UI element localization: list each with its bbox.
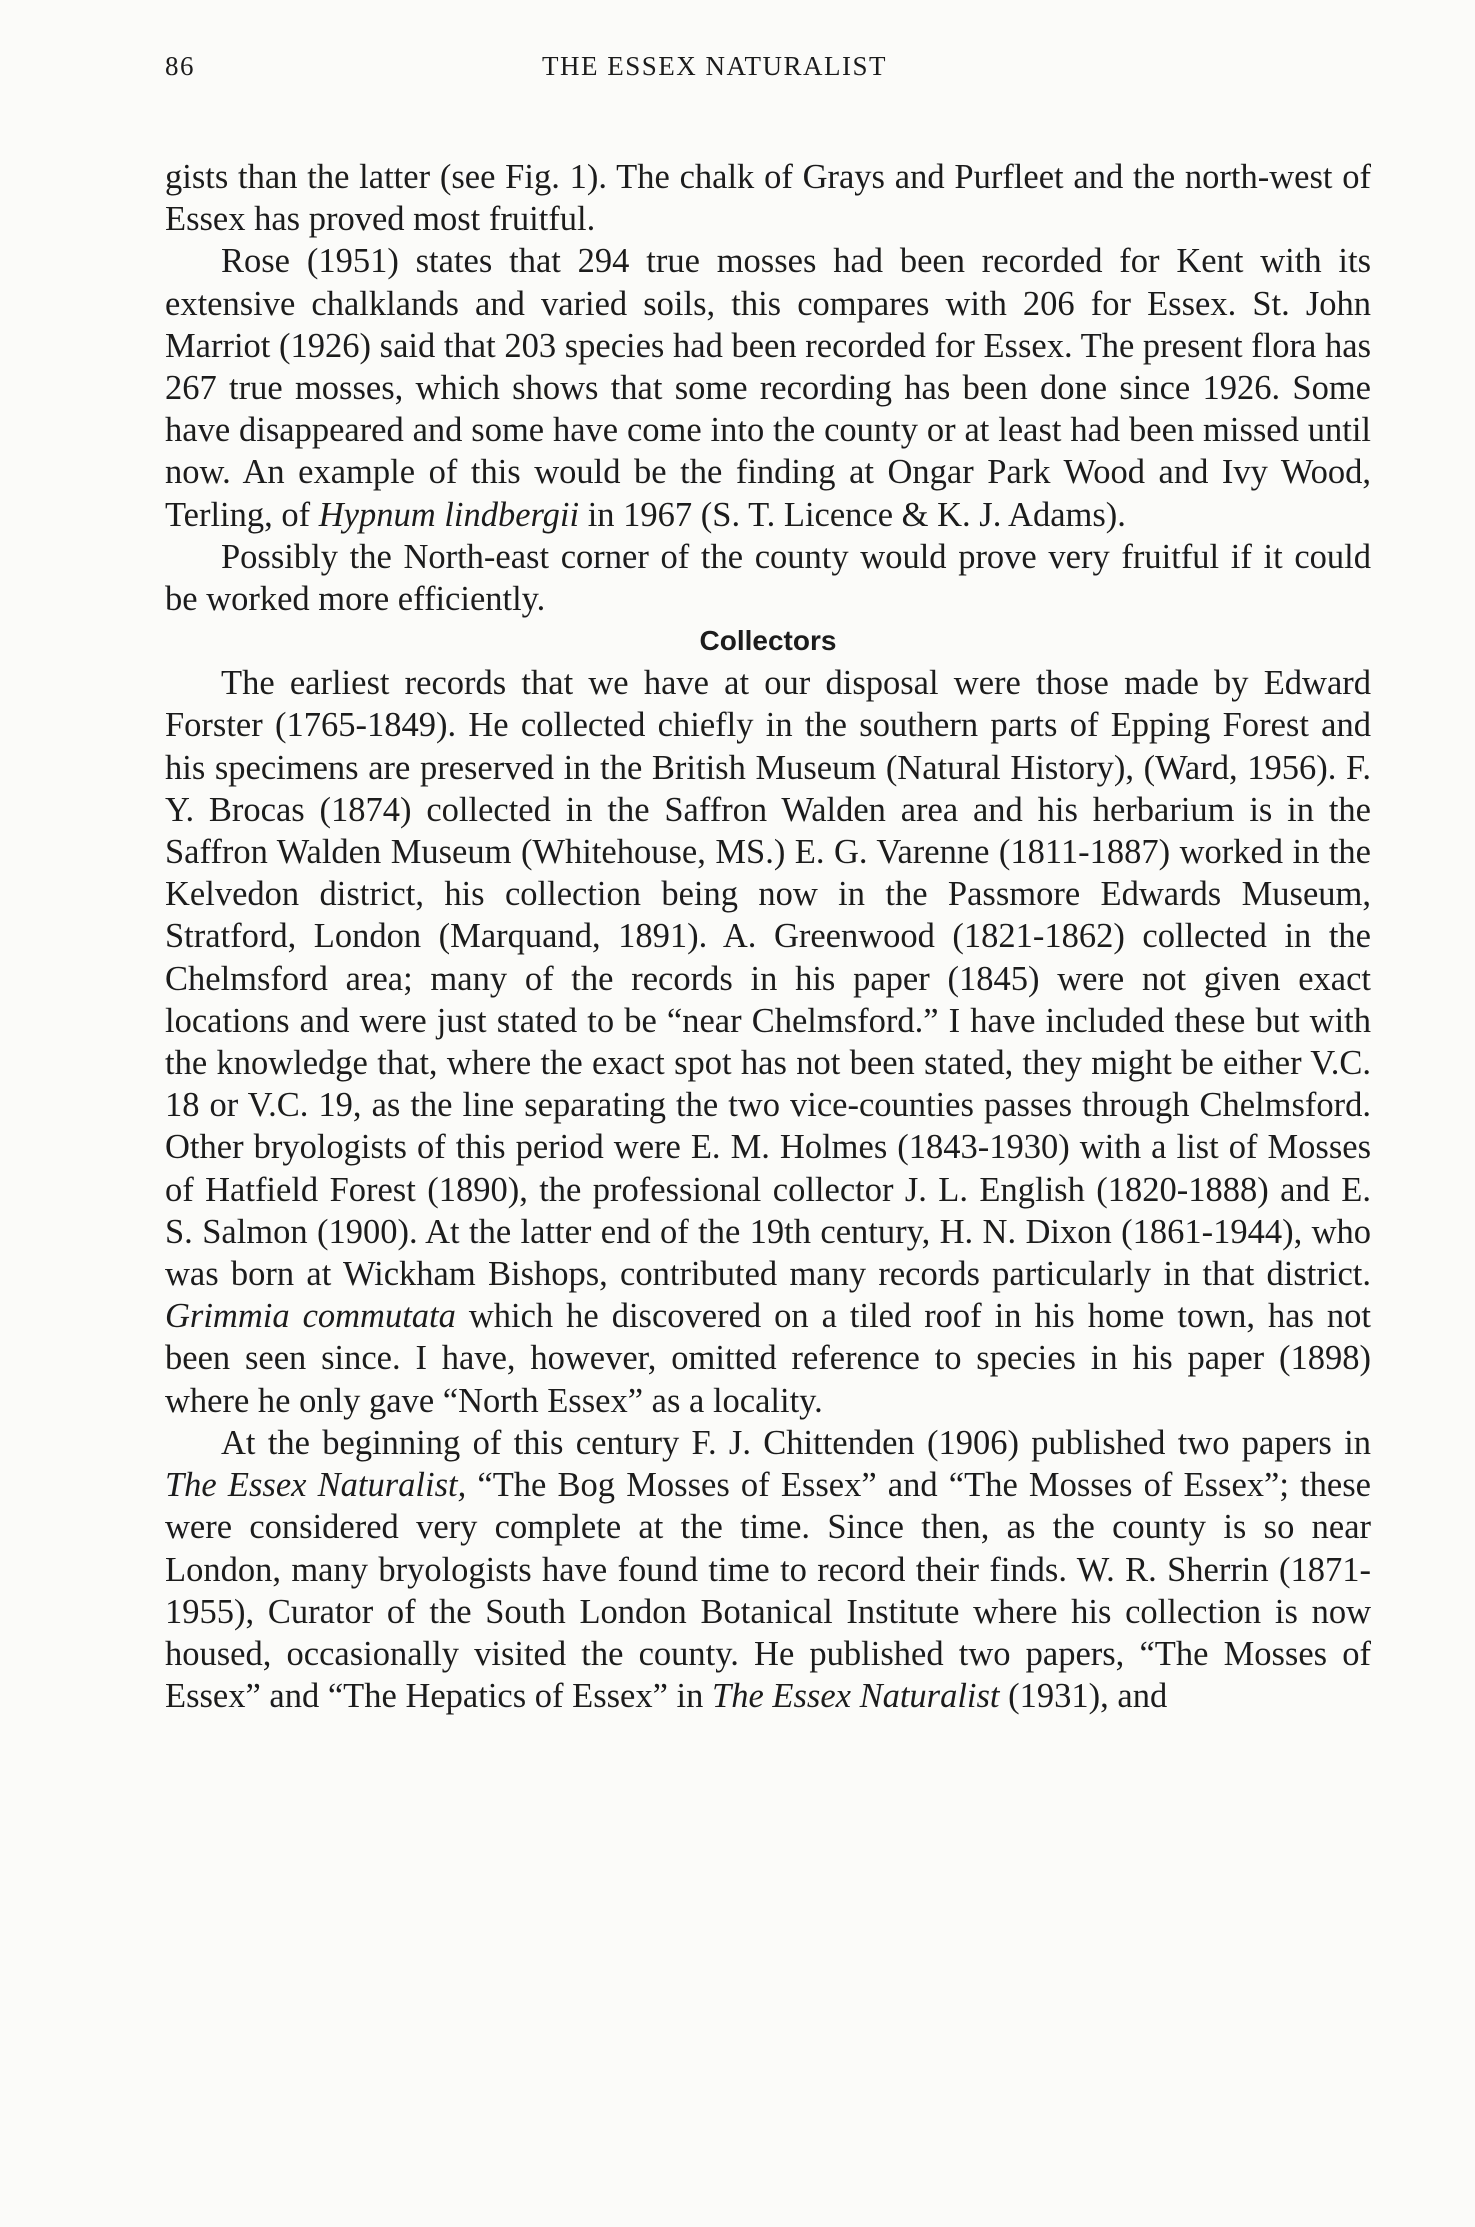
species-name: Grimmia commutata <box>165 1297 456 1336</box>
running-head <box>165 40 1371 92</box>
journal-name: The Essex Naturalist <box>712 1677 1000 1716</box>
paragraph-kent-comparison <box>165 240 1371 535</box>
paragraph-north-east <box>165 536 1371 620</box>
journal-name: The Essex Naturalist, <box>165 1466 467 1505</box>
paragraph-text: Rose (1951) states that 294 true mosses had been recorded for Kent with its extensive chalklands and varied soils, this compares with 206 for Essex. St. John Marriot (1926) said that 203 species had been recorded for Essex. The present flora has 267 true mosses, which shows that some recording has been done since 1926. Some have disappeared and some have come into the county or at least had been missed until now. An example of this would be the finding at Ongar Park Wood and Ivy Wood, Terling, of <box>165 242 1371 534</box>
paragraph-text: At the beginning of this century F. J. Chittenden (1906) published two papers in <box>221 1423 1371 1462</box>
paragraph-text: gists than the latter (see Fig. 1). The chalk of Grays and Purfleet and the north-west of Essex has proved most fruitful. <box>165 158 1371 239</box>
journal-title: THE ESSEX NATURALIST <box>542 51 887 81</box>
page-number: 86 <box>165 51 195 81</box>
article-body <box>165 156 1371 1717</box>
paragraph-earliest-records <box>165 662 1371 1422</box>
section-heading-collectors: Collectors <box>699 625 837 657</box>
paragraph-text: in 1967 (S. T. Licence & K. J. Adams). <box>579 495 1126 534</box>
paragraph-this-century <box>165 1422 1371 1717</box>
paragraph-continuation <box>165 156 1371 240</box>
paragraph-text: The earliest records that we have at our disposal were those made by Edward Forster (1765-1849). He collected chiefly in the southern parts of Epping Forest and his specimens are preserved in the British Museum (Natural History), (Ward, 1956). F. Y. Brocas (1874) collected in the Saffron Walden area and his herbarium is in the Saffron Walden Museum (Whitehouse, MS.) E. G. Varenne (1811-1887) worked in the Kelvedon district, his collection being now in the Passmore Edwards Museum, Stratford, London (Marquand, 1891). A. Greenwood (1821-1862) collected in the Chelmsford area; many of the records in his paper (1845) were not given exact locations and were just stated to be “near Chelmsford.” I have included these but with the knowledge that, where the exact spot has not been stated, they might be either V.C. 18 or V.C. 19, as the line separating the two vice-counties passes through Chelmsford. Other bryologists of this period were E. M. Holmes (1843-1930) with a list of Mosses of Hatfield Forest (1890), the professional collector J. L. English (1820-1888) and E. S. Salmon (1900). At the latter end of the 19th century, H. N. Dixon (1861-1944), who was born at Wickham Bishops, contributed many records particularly in that district. <box>165 664 1371 1294</box>
paragraph-text: which he discovered on a tiled roof in his home town, has not been seen since. I have, however, omitted reference to species in his paper (1898) where he only gave “North Essex” as a locality. <box>165 1297 1371 1420</box>
paragraph-text: Possibly the North-east corner of the county would prove very fruitful if it could be worked more efficiently. <box>165 537 1371 619</box>
paragraph-text: “The Bog Mosses of Essex” and “The Mosses of Essex”; these were considered very complete at the time. Since then, as the county is so near London, many bryologists have found time to record their finds. W. R. Sherrin (1871-1955), Curator of the South London Botanical Institute where his collection is now housed, occasionally visited the county. He published two papers, “The Mosses of Essex” and “The Hepatics of Essex” in <box>165 1466 1371 1716</box>
species-name: Hypnum lindbergii <box>318 495 580 534</box>
paragraph-text: (1931), and <box>999 1677 1168 1716</box>
page <box>165 40 1371 1717</box>
